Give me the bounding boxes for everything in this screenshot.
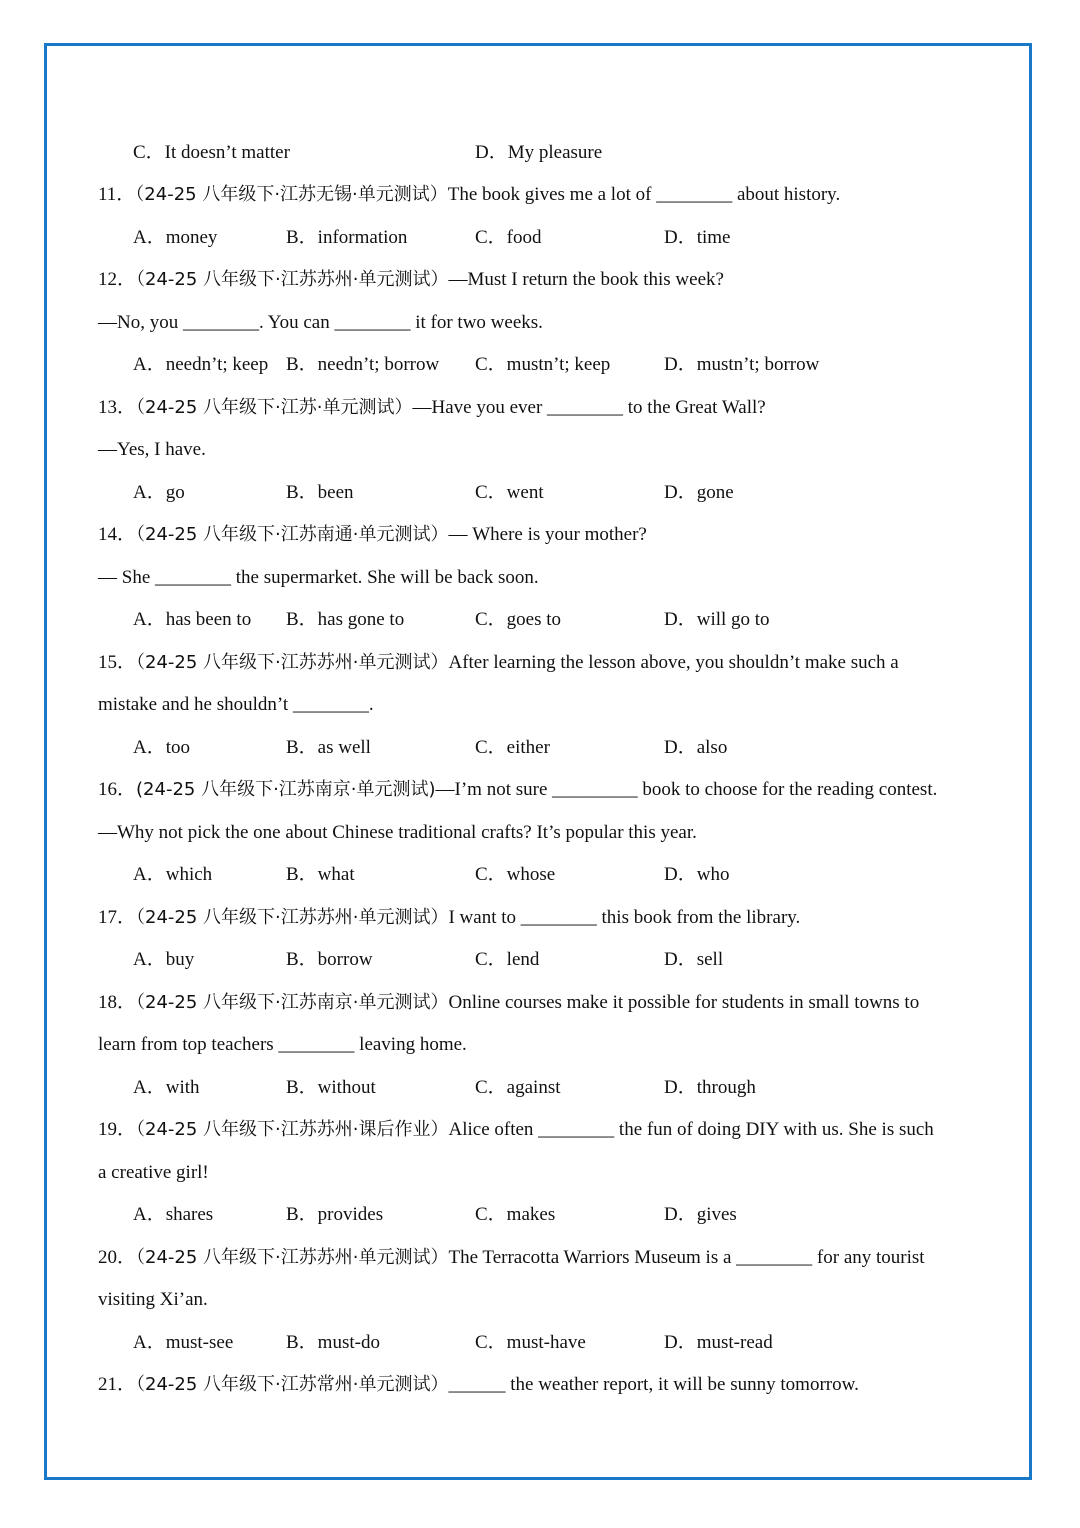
- q14-option-a: A．has been to: [133, 609, 252, 630]
- q19-text: Alice often ________ the fun of doing DIY with us. She is such: [448, 1119, 934, 1140]
- q11-text: The book gives me a lot of ________ about history.: [447, 184, 841, 205]
- q19-option-c: C．makes: [475, 1204, 556, 1225]
- q12-stem: [98, 268, 724, 292]
- q16-option-d: D．who: [664, 864, 730, 885]
- q11-option-c: C．food: [475, 227, 542, 248]
- q10-option-c: C．It doesn’t matter: [133, 142, 290, 163]
- q13-option-a: A．go: [133, 482, 185, 503]
- q13-text: —Have you ever ________ to the Great Wall?: [412, 397, 766, 418]
- q18-text: Online courses make it possible for students in small towns to: [448, 992, 920, 1013]
- q20-stem-line2: visiting Xi’an.: [98, 1289, 208, 1310]
- q14-stem-line2: — She ________ the supermarket. She will be back soon.: [98, 567, 539, 588]
- q19-option-d: D．gives: [664, 1204, 737, 1225]
- q21-source: （24-25 八年级下·江苏常州·单元测试）: [136, 1374, 449, 1395]
- q20-stem: [98, 1246, 925, 1270]
- q13-stem: [98, 396, 766, 420]
- q11-option-d: D．time: [664, 227, 731, 248]
- q12-text: —Must I return the book this week?: [448, 269, 724, 290]
- q11-stem: [98, 183, 840, 207]
- q12-option-d: D．mustn’t; borrow: [664, 354, 820, 375]
- q15-option-b: B．as well: [286, 737, 371, 758]
- q19-number: 19．: [98, 1119, 137, 1140]
- q15-stem-line2: mistake and he shouldn’t ________.: [98, 694, 374, 715]
- q16-text: —I’m not sure _________ book to choose for the reading contest.: [435, 779, 938, 800]
- q12-option-a: A．needn’t; keep: [133, 354, 269, 375]
- q21-text: ______ the weather report, it will be sunny tomorrow.: [448, 1374, 859, 1395]
- q17-text: I want to ________ this book from the library.: [448, 907, 801, 928]
- q15-stem: [98, 651, 899, 675]
- q12-source: （24-25 八年级下·江苏苏州·单元测试）: [136, 269, 449, 290]
- q16-option-c: C．whose: [475, 864, 556, 885]
- q18-stem: [98, 991, 919, 1015]
- q20-option-a: A．must-see: [133, 1332, 234, 1353]
- q12-number: 12．: [98, 269, 137, 290]
- q16-option-a: A．which: [133, 864, 213, 885]
- q15-source: （24-25 八年级下·江苏苏州·单元测试）: [136, 652, 449, 673]
- q14-option-d: D．will go to: [664, 609, 770, 630]
- q14-option-c: C．goes to: [475, 609, 562, 630]
- q21-stem: [98, 1373, 859, 1397]
- q12-stem-line2: —No, you ________. You can ________ it for two weeks.: [98, 312, 543, 333]
- q18-option-a: A．with: [133, 1077, 200, 1098]
- q19-source: （24-25 八年级下·江苏苏州·课后作业）: [136, 1119, 449, 1140]
- q14-stem: [98, 523, 647, 547]
- q11-number: 11．: [98, 184, 136, 205]
- q16-number: 16．: [98, 779, 137, 800]
- q16-stem: [98, 778, 937, 802]
- q17-number: 17．: [98, 907, 137, 928]
- q15-option-c: C．either: [475, 737, 550, 758]
- q19-stem: [98, 1118, 934, 1142]
- q18-source: （24-25 八年级下·江苏南京·单元测试）: [136, 992, 449, 1013]
- q20-source: （24-25 八年级下·江苏苏州·单元测试）: [136, 1247, 449, 1268]
- q13-option-c: C．went: [475, 482, 544, 503]
- q18-stem-line2: learn from top teachers ________ leaving home.: [98, 1034, 467, 1055]
- q14-number: 14．: [98, 524, 137, 545]
- q17-stem: [98, 906, 800, 930]
- q20-option-c: C．must-have: [475, 1332, 586, 1353]
- q14-source: （24-25 八年级下·江苏南通·单元测试）: [136, 524, 449, 545]
- q13-stem-line2: —Yes, I have.: [98, 439, 206, 460]
- q18-number: 18．: [98, 992, 137, 1013]
- q11-source: （24-25 八年级下·江苏无锡·单元测试）: [135, 184, 448, 205]
- q19-option-a: A．shares: [133, 1204, 214, 1225]
- q13-number: 13．: [98, 397, 137, 418]
- q12-option-b: B．needn’t; borrow: [286, 354, 440, 375]
- q16-option-b: B．what: [286, 864, 355, 885]
- q17-option-c: C．lend: [475, 949, 540, 970]
- q15-text: After learning the lesson above, you shouldn’t make such a: [448, 652, 899, 673]
- q13-option-b: B．been: [286, 482, 354, 503]
- q18-option-d: D．through: [664, 1077, 756, 1098]
- q15-option-d: D．also: [664, 737, 728, 758]
- q18-option-c: C．against: [475, 1077, 561, 1098]
- q17-option-b: B．borrow: [286, 949, 373, 970]
- q11-option-a: A．money: [133, 227, 218, 248]
- q11-option-b: B．information: [286, 227, 408, 248]
- q16-source: (24-25 八年级下·江苏南京·单元测试): [136, 779, 436, 800]
- q20-text: The Terracotta Warriors Museum is a ________ for any tourist: [448, 1247, 925, 1268]
- q17-option-a: A．buy: [133, 949, 195, 970]
- q10-option-d: D．My pleasure: [475, 142, 603, 163]
- q21-number: 21．: [98, 1374, 137, 1395]
- q20-option-b: B．must-do: [286, 1332, 380, 1353]
- q17-option-d: D．sell: [664, 949, 724, 970]
- q17-source: （24-25 八年级下·江苏苏州·单元测试）: [136, 907, 449, 928]
- q12-option-c: C．mustn’t; keep: [475, 354, 611, 375]
- q19-option-b: B．provides: [286, 1204, 384, 1225]
- q16-stem-line2: —Why not pick the one about Chinese traditional crafts? It’s popular this year.: [98, 822, 697, 843]
- q15-option-a: A．too: [133, 737, 191, 758]
- q20-option-d: D．must-read: [664, 1332, 773, 1353]
- q15-number: 15．: [98, 652, 137, 673]
- q13-option-d: D．gone: [664, 482, 734, 503]
- q20-number: 20．: [98, 1247, 137, 1268]
- q18-option-b: B．without: [286, 1077, 376, 1098]
- q13-source: （24-25 八年级下·江苏·单元测试）: [136, 397, 413, 418]
- q14-text: — Where is your mother?: [448, 524, 647, 545]
- q19-stem-line2: a creative girl!: [98, 1162, 209, 1183]
- q14-option-b: B．has gone to: [286, 609, 405, 630]
